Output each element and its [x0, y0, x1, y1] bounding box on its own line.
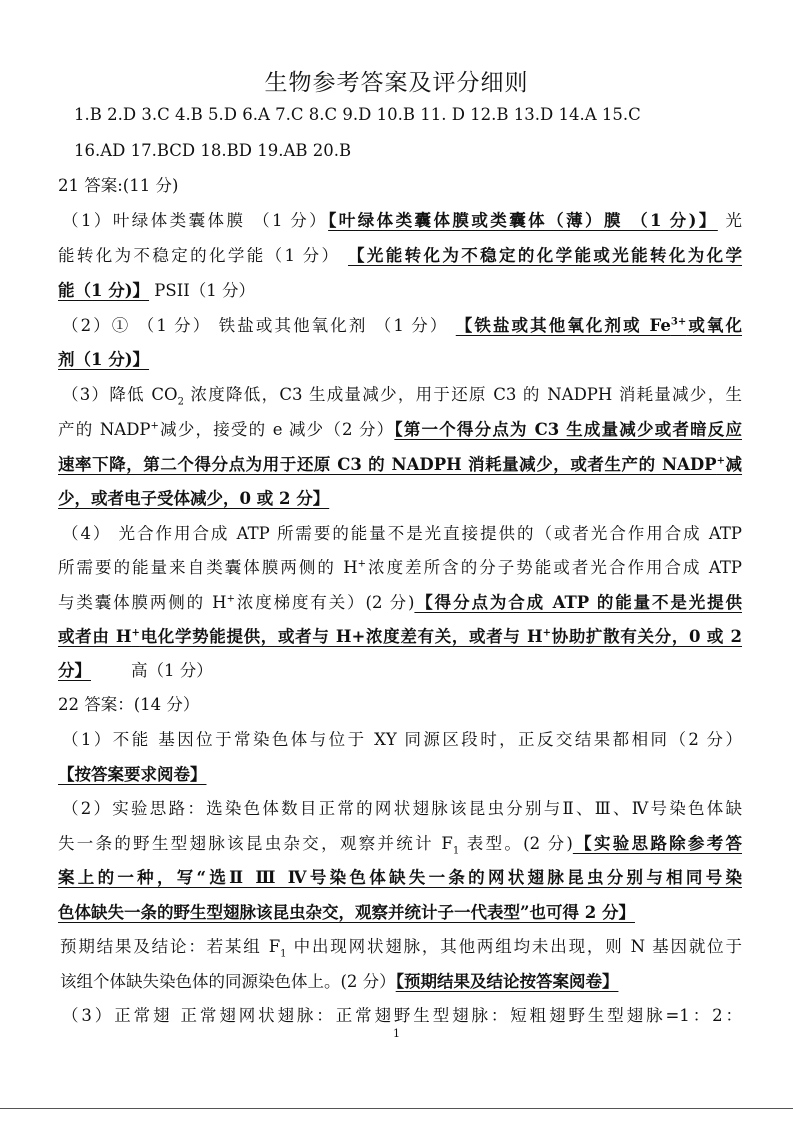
- q21-p4-answer-high: 高（1 分）: [131, 661, 213, 680]
- q21-p1-next: 光: [725, 211, 742, 230]
- q21-p4-sup3: +: [131, 627, 140, 639]
- bottom-divider: [0, 1108, 793, 1109]
- q21-p4-d2: 电化学势能提供，或者与 H+浓度差有关，或者与 H: [139, 627, 543, 646]
- q21-p2-sup: 3+: [670, 316, 687, 328]
- q21-p4-b2: 浓度差所含的分子势能或者光合作用合成 ATP: [366, 558, 742, 577]
- q21-p3-c1: 速率下降，第二个得分点为用于还原 C3 的 NADPH 消耗量减少，或者生产的 NADP: [58, 455, 717, 474]
- q21-part1-line2: [58, 244, 742, 268]
- q21-p4-b1: 所需要的能量来自类囊体膜两侧的 H: [58, 558, 358, 577]
- q21-part3-line4: [58, 487, 742, 511]
- q21-p4-rubric-mid: [58, 627, 742, 646]
- q22-part2-line3: [58, 866, 742, 890]
- q21-part3-line1: [62, 383, 742, 407]
- q21-p2-rubric-end: 剂（1 分)】: [58, 350, 150, 369]
- q22-part2-line2: [58, 832, 742, 856]
- page-title: 生物参考答案及评分细则: [264, 70, 529, 96]
- q21-p3-c2: 减: [724, 455, 743, 474]
- q21-p3-sup1: +: [150, 420, 159, 432]
- q21-p2-answer: （2）① （1 分） 铁盐或其他氧化剂 （1 分）: [62, 316, 449, 335]
- q21-p3-rubric-end: 少，或者电子受体减少，0 或 2 分】: [58, 489, 330, 508]
- q21-p1-rubric2: 【光能转化为不稳定的化学能或光能转化为化学: [348, 246, 742, 265]
- q22-p2-e2: 中出现网状翅脉，其他两组均未出现，则 N 基因就位于: [286, 937, 742, 956]
- q21-p1-rubric: 【叶绿体类囊体膜或类囊体（薄）膜 （1 分)】: [328, 211, 718, 230]
- q21-p1-rubric2-end: 能（1 分)】: [58, 281, 150, 300]
- q22-part2-line6: [60, 970, 744, 994]
- q22-p2-rubric: 【实验思路除参考答: [572, 834, 742, 853]
- q22-p2-rubric2: 【预期结果及结论按答案阅卷】: [395, 972, 619, 991]
- q21-part1-line3: [58, 279, 742, 303]
- q21-part4-line5: [58, 659, 742, 683]
- q22-p2-b1: 失一条的野生型翅脉该昆虫杂交，观察并统计 F: [58, 834, 453, 853]
- mc-answers-line-1: 1.B 2.D 3.C 4.B 5.D 6.A 7.C 8.C 9.D 10.B 11. D 12.B 13.D 14.A 15.C: [74, 105, 641, 124]
- q21-p4-c2: 浓度梯度有关）(2 分): [234, 593, 415, 612]
- q21-p2-rubric-a: 【铁盐或其他氧化剂或 Fe: [455, 316, 671, 335]
- q22-p1-rubric: 【按答案要求阅卷】: [58, 765, 207, 784]
- q21-p3-sub: 2: [177, 396, 184, 408]
- q22-part3-line1: （3）正常翅 正常翅网状翅脉：正常翅野生型翅脉：短粗翅野生型翅脉=1：2：: [62, 1006, 742, 1025]
- q21-p4-sup1: +: [357, 558, 367, 570]
- q22-p2-rubric-end: 色体缺失一条的野生型翅脉该昆虫杂交，观察并统计子一代表型”也可得 2 分】: [58, 903, 635, 922]
- mc-answers-line-2: 16.AD 17.BCD 18.BD 19.AB 20.B: [74, 141, 352, 160]
- q22-p2-sub1: 1: [452, 845, 460, 857]
- q21-p2-rubric: [456, 316, 742, 335]
- q22-p2-e1: 预期结果及结论：若某组 F: [60, 937, 281, 956]
- q21-part2-line1: [62, 314, 742, 338]
- q21-part4-line4: [58, 625, 742, 649]
- q21-part4-line2: [58, 556, 742, 580]
- q21-p3-a2: 浓度降低，C3 生成量减少，用于还原 C3 的 NADPH 消耗量减少，生: [183, 385, 742, 404]
- q21-p3-a1: （3）降低 CO: [62, 385, 178, 404]
- q21-p4-d1: 或者由 H: [58, 627, 132, 646]
- q21-p3-sup2: +: [716, 455, 725, 467]
- q21-p4-rubric: 【得分点为合成 ATP 的能量不是光提供: [414, 593, 742, 612]
- q21-p4-c1: 与类囊体膜两侧的 H: [58, 593, 227, 612]
- q21-heading: 21 答案:(11 分): [58, 176, 179, 195]
- q22-part1-line2: [58, 763, 742, 787]
- q21-p3-rubric: 【第一个得分点为 C3 生成量减少或者暗反应: [394, 420, 742, 439]
- q21-part4-line3: [58, 591, 742, 615]
- q21-p1-answer: （1）叶绿体类囊体膜 （1 分）: [62, 211, 329, 230]
- q21-p4-sup4: +: [542, 627, 551, 639]
- page-number: 1: [393, 1027, 400, 1040]
- q21-part2-line2: [58, 348, 742, 372]
- q22-heading: 22 答案：(14 分）: [58, 695, 200, 714]
- q21-p1-answer3: PSII（1 分）: [154, 281, 255, 300]
- q21-p3-b2: 减少，接受的 e 减少（2 分）: [158, 420, 395, 439]
- q21-p4-d3: 协助扩散有关分，0 或 2: [550, 627, 742, 646]
- q21-part1-line1: [62, 209, 742, 233]
- q21-p2-rubric-b: 或氧化: [686, 316, 743, 335]
- q21-part3-line3: [58, 453, 742, 477]
- q22-part2-line4: [58, 901, 742, 925]
- q22-part2-line5: [60, 935, 742, 959]
- q21-part3-line2: [58, 418, 742, 442]
- q22-p2-f1: 该组个体缺失染色体的同源染色体上。(2 分）: [60, 972, 396, 991]
- q22-p2-sub2: 1: [280, 948, 287, 960]
- q21-p3-rubric-mid: [58, 455, 742, 474]
- q22-part1-line1: （1）不能 基因位于常染色体与位于 XY 同源区段时，正反交结果都相同（2 分）: [62, 730, 742, 749]
- q22-part2-line1: （2）实验思路：选染色体数目正常的网状翅脉该昆虫分别与Ⅱ、Ⅲ、Ⅳ号染色体缺: [62, 799, 742, 818]
- q21-part4-line1: （4） 光合作用合成 ATP 所需要的能量不是光直接提供的（或者光合作用合成 ATP: [62, 524, 742, 543]
- q21-p1-answer2: 能转化为不稳定的化学能（1 分）: [58, 246, 341, 265]
- q21-p4-sup2: +: [226, 593, 235, 605]
- q21-p3-b1: 产的 NADP: [58, 420, 151, 439]
- q21-p4-rubric-end: 分】: [58, 661, 91, 680]
- q22-p2-b2: 表型。(2 分): [459, 834, 573, 853]
- q22-p2-rubric-mid: 案上的一种，写“选Ⅱ Ⅲ Ⅳ号染色体缺失一条的网状翅脉昆虫分别与相同号染: [58, 868, 742, 887]
